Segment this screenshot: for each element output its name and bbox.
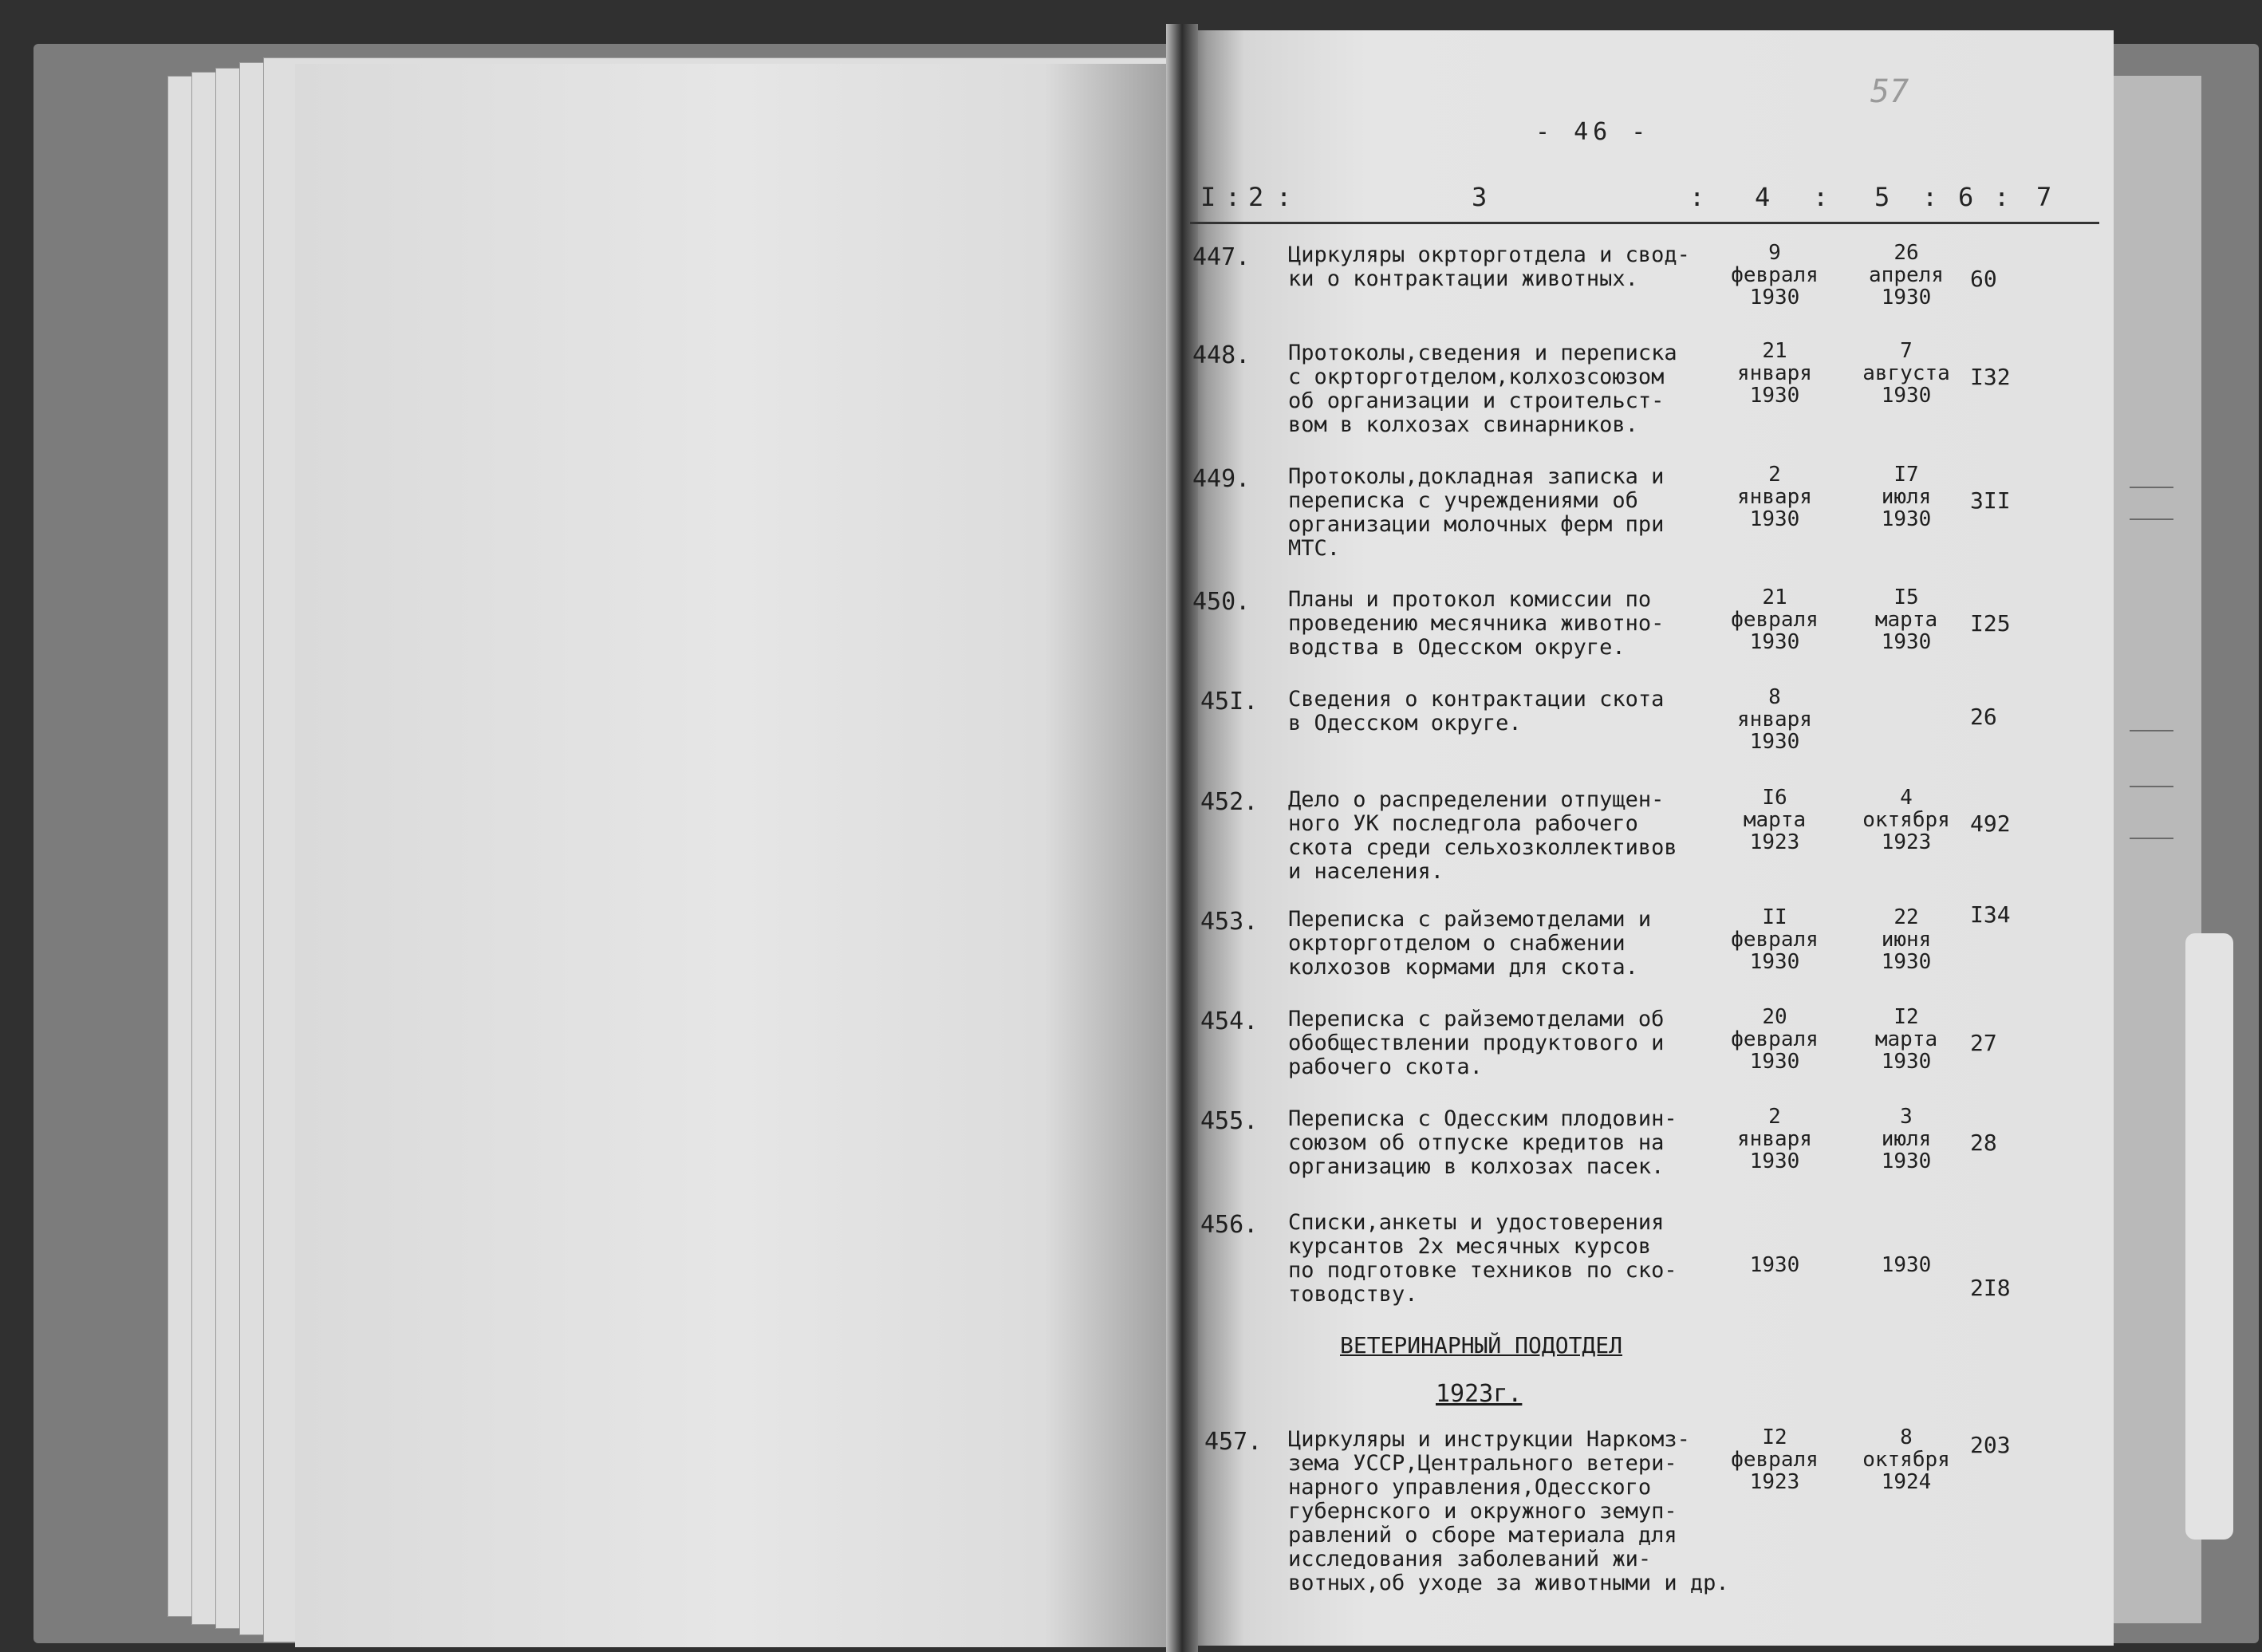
entry-title-line: по подготовке техников по ско- — [1288, 1258, 1677, 1283]
entry-number: 447. — [1192, 243, 1251, 271]
sheet-count: 2I8 — [1970, 1275, 2011, 1301]
margin-mark — [2130, 487, 2173, 488]
sheet-count: I34 — [1970, 901, 2011, 928]
col-header: 6 — [1958, 182, 1974, 212]
col-header: 3 — [1472, 182, 1488, 212]
sheet-count: 26 — [1970, 704, 1997, 730]
sheet-count: 3II — [1970, 487, 2011, 514]
entry-title-line: водства в Одесском округе. — [1288, 635, 1626, 660]
sheet-count: 28 — [1970, 1130, 1997, 1156]
entry-title-line: губернского и окружного земуп- — [1288, 1499, 1677, 1524]
end-date: I7 июля 1930 — [1881, 463, 1932, 531]
col-header: I — [1200, 182, 1216, 212]
margin-mark — [2130, 838, 2173, 839]
end-date: 7 августа 1930 — [1862, 339, 1950, 408]
entry-title-line: Переписка с райземотделами и — [1288, 907, 1652, 932]
end-date: 22 июня 1930 — [1881, 905, 1932, 974]
sheet-count: 492 — [1970, 810, 2011, 837]
entry-title-line: курсантов 2х месячных курсов — [1288, 1234, 1652, 1259]
end-date — [1846, 686, 1966, 753]
start-date: 9 февраля 1930 — [1731, 241, 1819, 310]
entry-title-line: Переписка с райземотделами об — [1288, 1007, 1665, 1031]
entry-title-line: МТС. — [1288, 536, 1341, 561]
entry-title-line: исследования заболеваний жи- — [1288, 1547, 1652, 1571]
margin-mark — [2130, 518, 2173, 520]
section-year: 1923г. — [1436, 1380, 1523, 1408]
entry-title-line: Переписка с Одесским плодовин- — [1288, 1106, 1677, 1131]
col-separator: : — [1225, 182, 1241, 212]
col-separator: : — [1276, 182, 1292, 212]
entry-title-line: ного УК последгола рабочего — [1288, 811, 1638, 836]
end-date: 4 октября 1923 — [1862, 786, 1950, 854]
col-header: 5 — [1874, 182, 1890, 212]
entry-title-line: Сведения о контрактации скота — [1288, 687, 1665, 712]
end-date: 26 апреля 1930 — [1869, 241, 1944, 310]
start-date: I6 марта 1923 — [1743, 786, 1807, 854]
margin-mark — [2130, 786, 2173, 787]
start-date: 21 февраля 1930 — [1731, 585, 1819, 654]
col-header: 4 — [1755, 182, 1771, 212]
entry-title-line: Планы и протокол комиссии по — [1288, 587, 1652, 612]
entry-title-line: вом в колхозах свинарников. — [1288, 412, 1638, 437]
entry-number: 449. — [1192, 465, 1251, 493]
entry-title-line: организации молочных ферм при — [1288, 512, 1665, 537]
page-number: - 46 - — [1535, 118, 1651, 146]
entry-title-line: союзом об отпуске кредитов на — [1288, 1130, 1665, 1155]
entry-title-line: с окрторготделом,колхозсоюзом — [1288, 365, 1665, 389]
end-date: 1930 — [1881, 1253, 1932, 1277]
start-date: 1930 — [1749, 1253, 1800, 1277]
sheet-count: 27 — [1970, 1030, 1997, 1056]
end-date: I2 марта 1930 — [1874, 1005, 1938, 1074]
entry-title-line: окрторготделом о снабжении — [1288, 931, 1626, 956]
entry-title-line: Протоколы,сведения и переписка — [1288, 341, 1677, 365]
end-date: I5 марта 1930 — [1874, 585, 1938, 654]
entry-title-line: Циркуляры и инструкции Наркомз- — [1288, 1427, 1690, 1452]
entry-title-line: Протоколы,докладная записка и — [1288, 464, 1665, 489]
entry-number: 455. — [1200, 1107, 1259, 1135]
entry-title-line: Дело о распределении отпущен- — [1288, 787, 1665, 812]
col-header: 2 — [1248, 182, 1264, 212]
header-rule — [1190, 222, 2099, 224]
entry-title-line: ки о контрактации животных. — [1288, 266, 1638, 291]
entry-title-line: рабочего скота. — [1288, 1055, 1483, 1079]
entry-title-line: нарного управления,Одесского — [1288, 1475, 1652, 1500]
entry-title-line: скота среди сельхозколлективов — [1288, 835, 1677, 860]
col-separator: : — [1922, 182, 1938, 212]
entry-number: 448. — [1192, 341, 1251, 369]
entry-number: 450. — [1192, 588, 1251, 616]
sheet-count: I25 — [1970, 610, 2011, 637]
sheet-count: 60 — [1970, 266, 1997, 292]
col-separator: : — [1689, 182, 1705, 212]
entry-title-line: зема УССР,Центрального ветери- — [1288, 1451, 1677, 1476]
col-separator: : — [1994, 182, 2010, 212]
entry-title-line: товодству. — [1288, 1282, 1418, 1307]
start-date: 2 января 1930 — [1737, 1105, 1812, 1173]
entry-title-line: колхозов кормами для скота. — [1288, 955, 1638, 980]
entry-title-line: организацию в колхозах пасек. — [1288, 1154, 1665, 1179]
end-date: 8 октября 1924 — [1862, 1425, 1950, 1494]
entry-title-line: и населения. — [1288, 859, 1444, 884]
end-date: 3 июля 1930 — [1881, 1105, 1932, 1173]
entry-title-line: проведению месячника животно- — [1288, 611, 1665, 636]
entry-number: 453. — [1200, 908, 1259, 936]
start-date: 20 февраля 1930 — [1731, 1005, 1819, 1074]
start-date: 21 января 1930 — [1737, 339, 1812, 408]
entry-number: 45I. — [1200, 688, 1259, 716]
entry-title-line: Циркуляры окрторготдела и свод- — [1288, 242, 1690, 267]
sheet-count: 203 — [1970, 1432, 2011, 1458]
entry-title-line: обобществлении продуктового и — [1288, 1031, 1665, 1055]
entry-title-line: переписка с учреждениями об — [1288, 488, 1638, 513]
start-date: 2 января 1930 — [1737, 463, 1812, 531]
entry-number: 456. — [1200, 1211, 1259, 1239]
entry-title-line: равлений о сборе материала для — [1288, 1523, 1677, 1548]
entry-title-line: об организации и строительст- — [1288, 388, 1665, 413]
start-date: II февраля 1930 — [1731, 905, 1819, 974]
left-page — [295, 64, 1176, 1647]
section-heading: ВЕТЕРИНАРНЫЙ ПОДОТДЕЛ — [1340, 1332, 1623, 1358]
col-header: 7 — [2036, 182, 2052, 212]
paper-tab — [2185, 933, 2233, 1540]
col-separator: : — [1813, 182, 1829, 212]
sheet-count: I32 — [1970, 364, 2011, 390]
start-date: 8 января 1930 — [1737, 685, 1812, 754]
folio-number: 57 — [1870, 73, 1909, 110]
margin-mark — [2130, 730, 2173, 731]
entry-number: 454. — [1200, 1007, 1259, 1035]
entry-number: 457. — [1204, 1428, 1263, 1456]
entry-title-line: вотных,об уходе за животными и др. — [1288, 1571, 1729, 1595]
entry-title-line: в Одесском округе. — [1288, 711, 1522, 735]
entry-title-line: Списки,анкеты и удостоверения — [1288, 1210, 1665, 1235]
entry-number: 452. — [1200, 788, 1259, 816]
start-date: I2 февраля 1923 — [1731, 1425, 1819, 1494]
